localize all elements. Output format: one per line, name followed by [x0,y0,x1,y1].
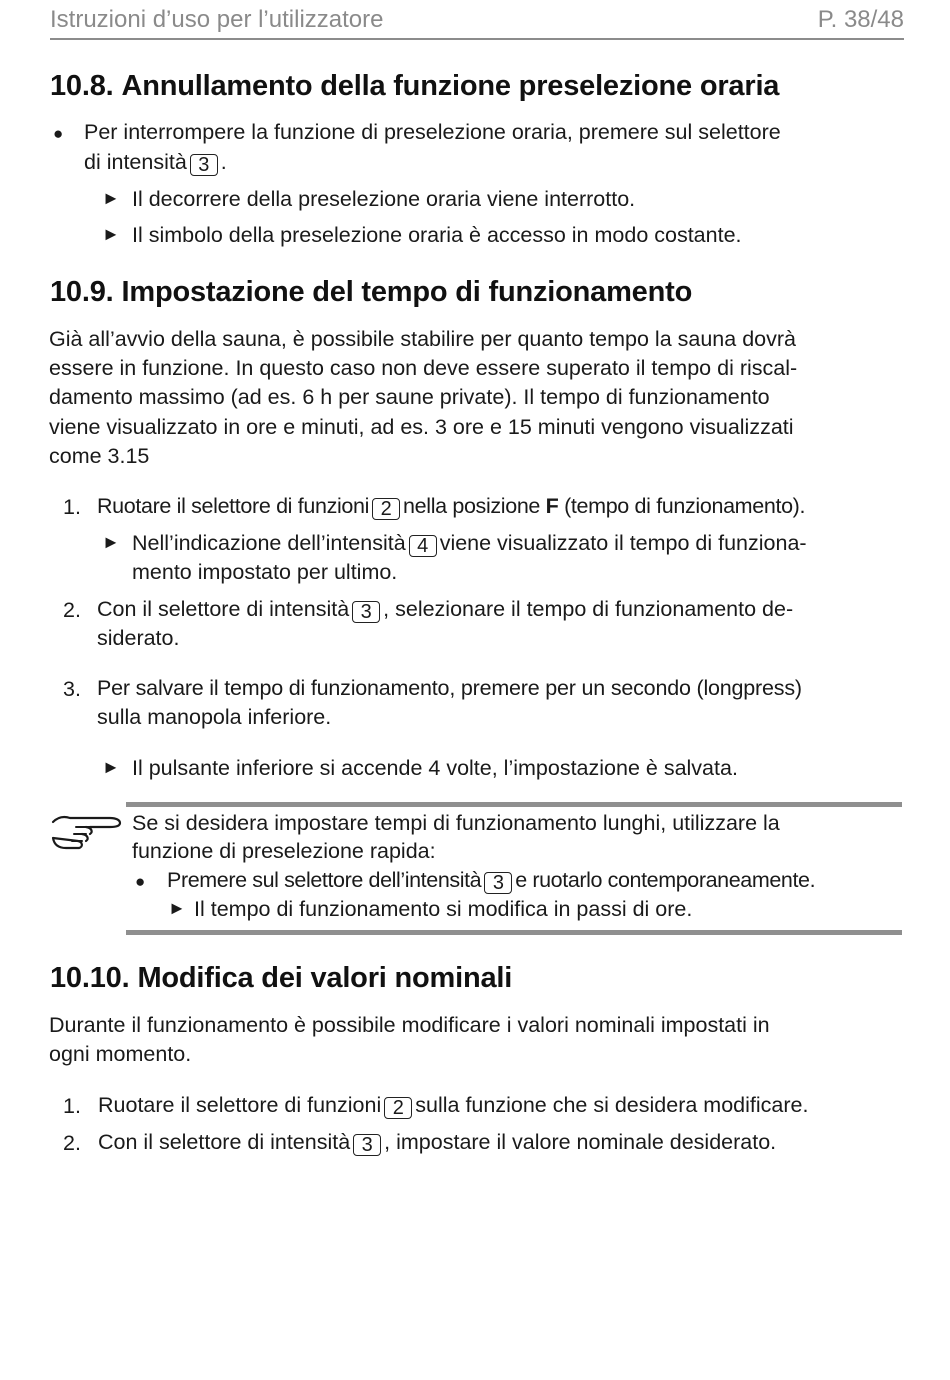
step-text-line1: Per salvare il tempo di funzionamento, premere per un secondo (longpress) [97,676,802,700]
result-arrow-icon: ► [102,757,120,777]
section-10-9-heading [50,276,692,309]
step-text [98,1091,808,1121]
text: Ruotare il selettore di funzioni [97,494,370,518]
section-title: Modifica dei valori nominali [137,962,513,994]
bullet-icon: ● [53,124,64,143]
result-arrow-icon: ► [102,532,120,552]
step-text-line1 [97,595,793,625]
result-arrow-icon: ► [102,224,120,244]
note-result-text: Il tempo di funzionamento si modifica in passi di ore. [194,897,693,921]
step-text-line2: siderato. [97,626,180,650]
step-number: 1. [63,1094,81,1118]
key-label: 3 [190,154,218,176]
paragraph-line: damento massimo (ad es. 6 h per saune private). Il tempo di funzionamento [49,385,770,409]
bullet-icon: ● [135,872,146,891]
section-10-10-heading [50,962,512,995]
result-text: Il simbolo della preselezione oraria è accesso in modo costante. [132,223,742,247]
text: viene visualizzato il tempo di funziona- [439,531,807,555]
key-label: 4 [409,535,437,557]
paragraph-line: ogni momento. [49,1042,192,1066]
text: Ruotare il selettore di funzioni [98,1093,382,1117]
key-label: 3 [484,872,512,894]
text: Premere sul selettore dell’intensità [167,868,482,892]
result-text-line1 [132,529,807,559]
key-label: 3 [353,1134,381,1156]
result-text: Il pulsante inferiore si accende 4 volte, l’impostazione è salvata. [132,756,738,780]
page-header [50,4,904,40]
text: , selezionare il tempo di funzionamento de- [383,597,794,621]
result-text-line2: mento impostato per ultimo. [132,560,398,584]
step-number: 1. [63,495,81,519]
step-number: 3. [63,677,81,701]
paragraph-line: essere in funzione. In questo caso non deve essere superato il tempo di riscal- [49,356,798,380]
note-text-line2: funzione di preselezione rapida: [132,839,436,863]
result-text: Il decorrere della preselezione oraria viene interrotto. [132,187,636,211]
paragraph-line: Già all’avvio della sauna, è possibile stabilire per quanto tempo la sauna dovrà [49,327,796,351]
text: , impostare il valore nominale desiderato. [384,1130,777,1154]
section-number: 10.9. [50,276,114,308]
text: Nell’indicazione dell’intensità [132,531,406,555]
paragraph-line: Durante il funzionamento è possibile modificare i valori nominali impostati in [49,1013,770,1037]
step-number: 2. [63,1131,81,1155]
bullet-text-line1: Per interrompere la funzione di preselezione oraria, premere sul selettore [84,120,781,144]
text: e ruotarlo contemporaneamente. [515,868,816,892]
text: . [220,150,227,174]
result-arrow-icon: ► [102,188,120,208]
pointing-hand-icon [50,806,126,850]
text: Con il selettore di intensità [98,1130,351,1154]
section-title: Annullamento della funzione preselezione oraria [121,70,780,102]
bold-letter: F [545,494,559,518]
key-label: 2 [372,498,400,520]
bullet-text-line2 [84,148,227,178]
paragraph-line: come 3.15 [49,444,150,468]
text: nella posizione [403,494,541,518]
note-text-line1: Se si desidera impostare tempi di funzionamento lunghi, utilizzare la [132,811,780,835]
header-page-number: P. 38/48 [817,6,904,33]
result-arrow-icon: ► [168,898,186,918]
step-text-line2: sulla manopola inferiore. [97,705,332,729]
header-title: Istruzioni d’uso per l’utilizzatore [50,6,384,33]
paragraph-line: viene visualizzato in ore e minuti, ad es. 3 ore e 15 minuti vengono visualizzati [49,415,794,439]
key-label: 3 [352,601,380,623]
text: di intensità [84,150,187,174]
step-number: 2. [63,598,81,622]
text: Con il selettore di intensità [97,597,350,621]
step-text [97,492,805,522]
section-number: 10.10. [50,962,130,994]
section-number: 10.8. [50,70,114,102]
step-text [98,1128,776,1158]
section-title: Impostazione del tempo di funzionamento [121,276,693,308]
section-10-8-heading [50,70,779,103]
note-bullet-text [167,866,815,896]
key-label: 2 [384,1097,412,1119]
note-top-rule [126,802,902,807]
text: (tempo di funzionamento). [564,494,806,518]
text: sulla funzione che si desidera modificare. [415,1093,809,1117]
note-bottom-rule [126,930,902,935]
